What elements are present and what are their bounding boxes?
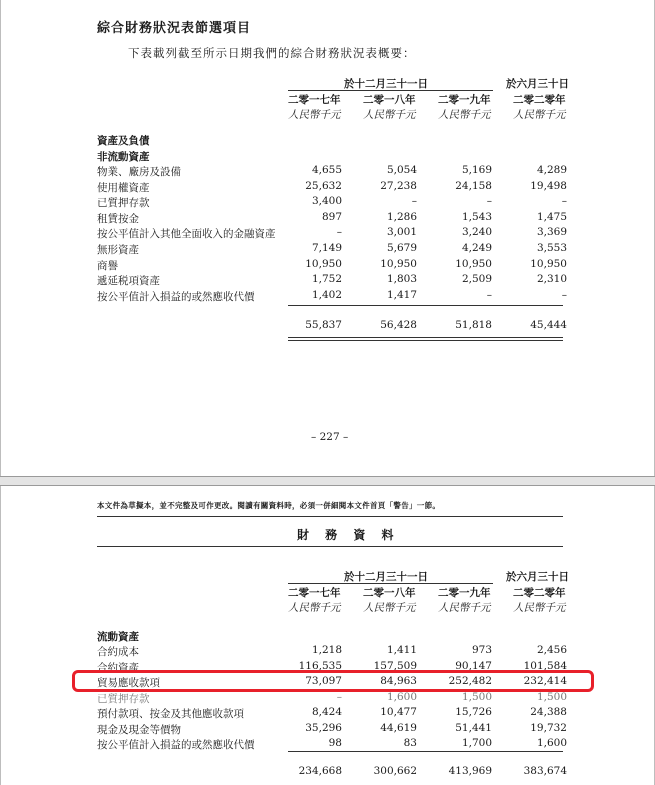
cell-value: 10,950 (455, 257, 492, 270)
group-underline (288, 90, 493, 91)
row-label: 合約資產 (97, 661, 139, 674)
cell-value: – (336, 690, 342, 703)
draft-notice: 本文件為草擬本，並不完整及可作更改。閱讀有關資料時，必須一併細閱本文件首頁「警告」一節。 (97, 501, 441, 510)
year-header: 二零一九年 (438, 587, 491, 599)
cell-value: – (486, 288, 492, 301)
cell-value: 252,482 (448, 675, 492, 687)
section-label: 資產及負債 (97, 135, 150, 147)
total-value: 234,668 (298, 765, 342, 777)
cell-value: 3,369 (536, 226, 567, 239)
cell-value: 1,543 (461, 210, 492, 223)
cell-value: 3,001 (386, 226, 417, 239)
cell-value: 10,950 (380, 257, 417, 270)
group-underline (288, 583, 493, 584)
unit-label: 人民幣千元 (363, 109, 416, 121)
total-value: 383,674 (523, 765, 567, 777)
cell-value: 73,097 (305, 675, 342, 687)
row-label: 已質押存款 (97, 197, 150, 210)
cell-value: 24,388 (530, 706, 567, 718)
title-rule (97, 546, 563, 547)
row-label: 預付款項、按金及其他應收款項 (97, 708, 244, 720)
total-value: 56,428 (380, 319, 417, 331)
row-label: 租賃按金 (97, 212, 139, 225)
unit-label: 人民幣千元 (513, 109, 566, 121)
cell-value: 10,950 (305, 257, 342, 270)
cell-value: 84,963 (380, 675, 417, 687)
group-header-dec31: 於十二月三十一日 (344, 78, 428, 90)
cell-value: – (486, 195, 492, 208)
cell-value: 35,296 (305, 721, 342, 734)
cell-value: 2,509 (461, 273, 492, 286)
cell-value: 5,679 (386, 242, 417, 254)
cell-value: 8,424 (311, 706, 342, 718)
row-label: 按公平值計入其他全面收入的金融資產 (97, 228, 276, 241)
year-header: 二零二零年 (513, 587, 566, 599)
cell-value: 25,632 (305, 179, 342, 192)
total-rule (288, 305, 563, 306)
cell-value: 1,700 (461, 737, 492, 749)
group-header-jun30: 於六月三十日 (506, 571, 569, 583)
total-rule (288, 751, 563, 752)
cell-value: 101,584 (523, 659, 567, 672)
cell-value: 27,238 (380, 179, 417, 192)
unit-label: 人民幣千元 (288, 602, 341, 614)
highlight-box (72, 670, 594, 692)
cell-value: 1,600 (386, 690, 417, 703)
cell-value: 15,726 (455, 706, 492, 718)
cell-value: – (411, 195, 417, 208)
cell-value: – (336, 226, 342, 239)
row-label: 貿易應收款項 (97, 677, 160, 689)
cell-value: 51,441 (455, 721, 492, 734)
cell-value: 116,535 (298, 659, 342, 672)
row-label: 使用權資產 (97, 181, 150, 194)
cell-value: 1,218 (311, 644, 342, 656)
section-heading: 綜合財務狀況表節選項目 (97, 21, 252, 36)
intro-text: 下表載列截至所示日期我們的綜合財務狀況表概要： (128, 46, 416, 60)
cell-value: 19,732 (530, 721, 567, 734)
year-header: 二零一八年 (363, 587, 416, 599)
cell-value: 3,400 (311, 195, 342, 208)
cell-value: 973 (471, 644, 492, 656)
cell-value: 4,289 (536, 164, 567, 176)
cell-value: 10,477 (380, 706, 417, 718)
row-label: 無形資產 (97, 244, 139, 256)
unit-label: 人民幣千元 (288, 109, 341, 121)
cell-value: 24,158 (455, 179, 492, 192)
cell-value: 83 (403, 737, 417, 749)
cell-value: 157,509 (373, 659, 417, 672)
cell-value: 3,553 (536, 242, 567, 254)
cell-value: 1,417 (386, 288, 417, 301)
cell-value: – (561, 195, 567, 208)
cell-value: 1,286 (386, 210, 417, 223)
cell-value: 5,169 (461, 164, 492, 176)
cell-value: 5,054 (386, 164, 417, 176)
row-label: 現金及現金等價物 (97, 723, 181, 736)
total-value: 45,444 (530, 319, 567, 331)
unit-label: 人民幣千元 (363, 602, 416, 614)
row-label: 合約成本 (97, 646, 139, 658)
cell-value: 19,498 (530, 179, 567, 192)
cell-value: 2,310 (536, 273, 567, 286)
cell-value: 4,249 (461, 242, 492, 254)
unit-label: 人民幣千元 (438, 602, 491, 614)
subsection-label: 非流動資產 (97, 151, 150, 163)
cell-value: 897 (321, 210, 342, 223)
row-label: 商譽 (97, 259, 118, 272)
total-value: 413,969 (448, 765, 492, 777)
cell-value: 1,600 (536, 737, 567, 749)
cell-value: 7,149 (311, 242, 342, 254)
page-separator (0, 476, 655, 486)
section-label: 流動資產 (97, 631, 139, 643)
document-page-228 (0, 486, 655, 785)
total-value: 51,818 (455, 319, 492, 331)
unit-label: 人民幣千元 (438, 109, 491, 121)
header-rule (97, 516, 563, 517)
cell-value: 1,402 (311, 288, 342, 301)
cell-value: 1,803 (386, 273, 417, 286)
cell-value: 3,240 (461, 226, 492, 239)
cell-value: 1,411 (386, 644, 417, 656)
page-title: 財 務 資 料 (297, 528, 400, 542)
cell-value: 232,414 (523, 675, 567, 687)
total-double-rule (288, 337, 563, 341)
year-header: 二零一九年 (438, 94, 491, 106)
cell-value: – (561, 288, 567, 301)
group-header-dec31: 於十二月三十一日 (344, 571, 428, 583)
cell-value: 10,950 (530, 257, 567, 270)
unit-label: 人民幣千元 (513, 602, 566, 614)
cell-value: 1,752 (311, 273, 342, 286)
row-label: 已質押存款 (97, 692, 150, 705)
year-header: 二零一七年 (288, 94, 341, 106)
cell-value: 1,500 (461, 690, 492, 703)
page-number: – 227 – (311, 431, 349, 443)
row-label: 遞延税項資產 (97, 275, 160, 288)
row-label: 按公平值計入損益的或然應收代價 (97, 290, 255, 303)
row-label: 按公平值計入損益的或然應收代價 (97, 739, 255, 751)
cell-value: 98 (328, 737, 342, 749)
total-value: 300,662 (373, 765, 417, 777)
group-header-jun30: 於六月三十日 (506, 78, 569, 90)
cell-value: 4,655 (311, 164, 342, 176)
row-label: 物業、廠房及設備 (97, 166, 181, 178)
year-header: 二零二零年 (513, 94, 566, 106)
cell-value: 2,456 (536, 644, 567, 656)
year-header: 二零一八年 (363, 94, 416, 106)
total-value: 55,837 (305, 319, 342, 331)
year-header: 二零一七年 (288, 587, 341, 599)
cell-value: 1,475 (536, 210, 567, 223)
cell-value: 90,147 (455, 659, 492, 672)
cell-value: 1,500 (536, 690, 567, 703)
cell-value: 44,619 (380, 721, 417, 734)
